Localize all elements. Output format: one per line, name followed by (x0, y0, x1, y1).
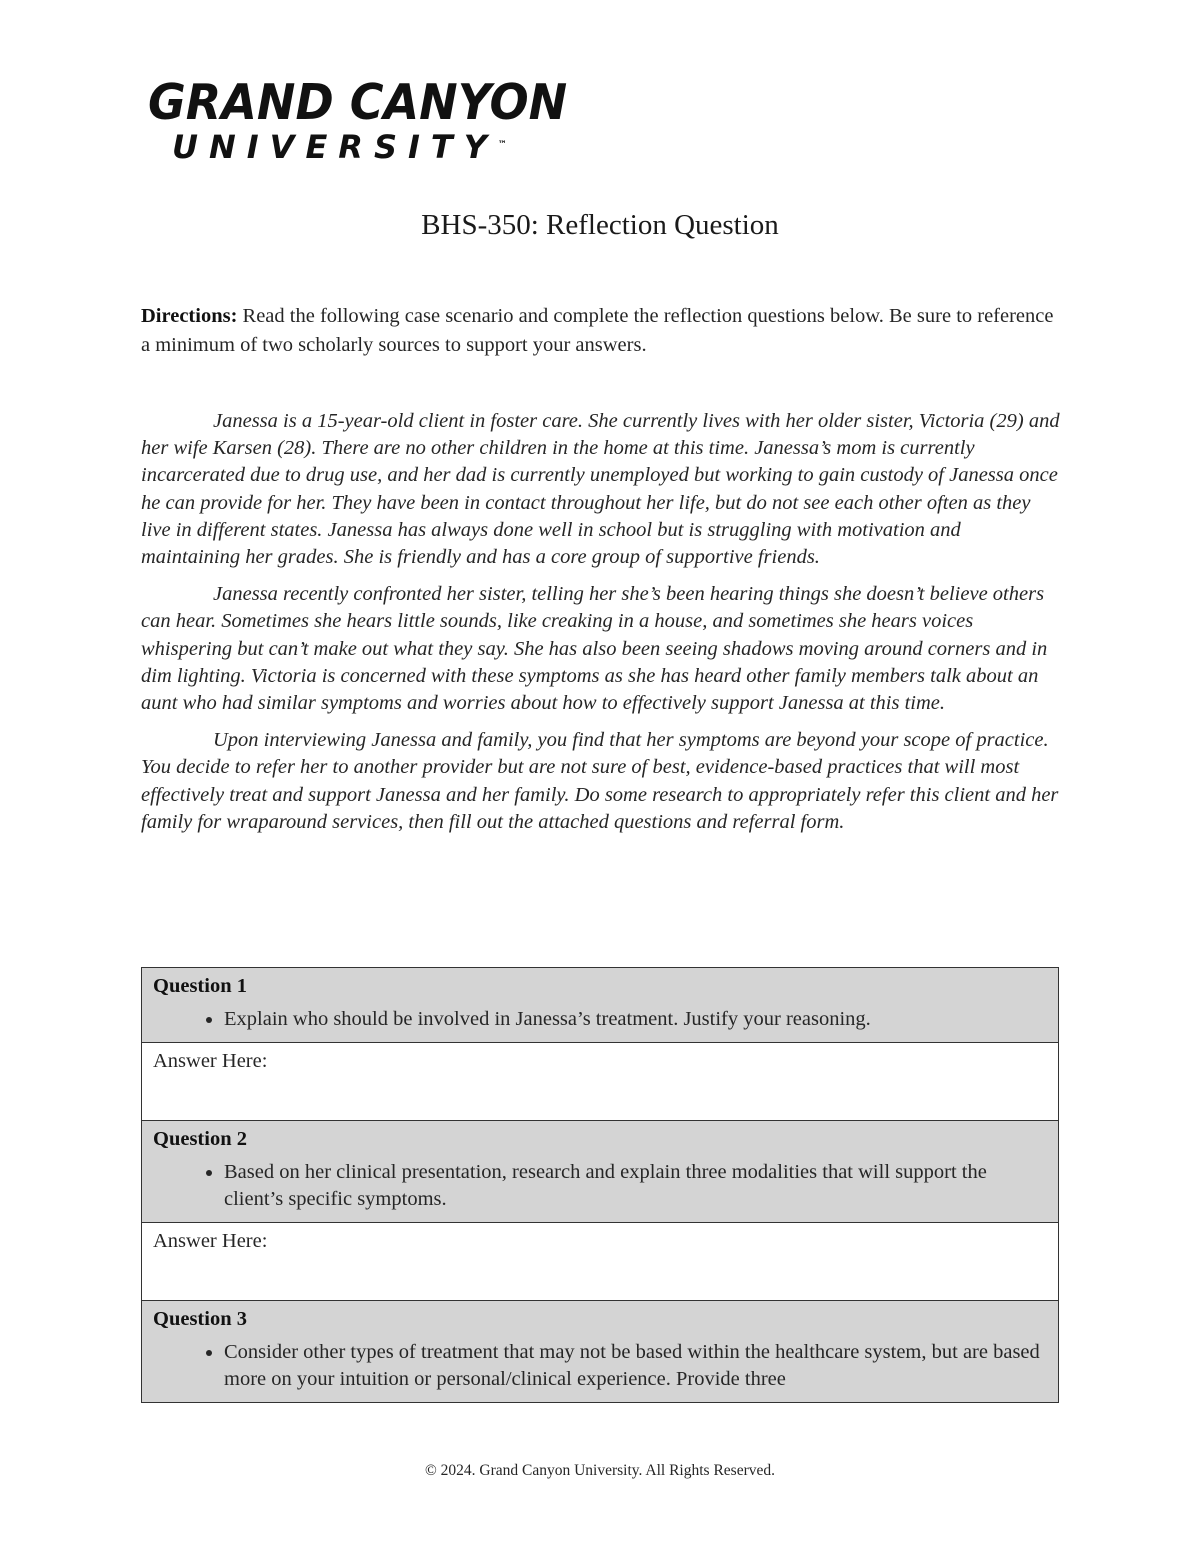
question-bullet-1: • Explain who should be involved in Janessa’s treatment. Justify your reasoning. (224, 1006, 1047, 1033)
question-bullets-1 (153, 1006, 1047, 1033)
question-row-2 (142, 1121, 1059, 1223)
directions-text: Read the following case scenario and complete the reflection questions below. Be sure to reference a minimum of two scholarly sources to support your answers. (141, 305, 1054, 356)
question-row-1 (142, 968, 1059, 1043)
answer-label-2: Answer Here: (153, 1230, 268, 1252)
answer-row-1 (142, 1043, 1059, 1121)
question-cell-2 (142, 1121, 1059, 1223)
page-title: BHS-350: Reflection Question (421, 209, 779, 241)
question-bullet-2: • Based on her clinical presentation, research and explain three modalities that will support the client’s specific symptoms. (224, 1159, 1047, 1213)
question-row-3 (142, 1301, 1059, 1403)
question-cell-3 (142, 1301, 1059, 1403)
logo-university-text: UNIVERSITY (172, 128, 498, 166)
logo-line-university (172, 130, 507, 164)
answer-row-2 (142, 1223, 1059, 1301)
question-label-1: Question 1 (153, 975, 247, 997)
scenario-paragraph-1: Janessa is a 15-year-old client in foster care. She currently lives with her older sister, Victoria (29) and her wife Karsen (28). There are no other children in the home at this time. Janessa’s mom is currently incarcerated due to drug use, and her dad is currently unemployed but working to gain custody of Janessa once he can provide for her. They have been in contact throughout her life, but do not see each other often as they live in different states. Janessa has always done well in school but is struggling with motivation and maintaining her grades. She is friendly and has a core group of supportive friends. (141, 410, 1060, 569)
question-label-3: Question 3 (153, 1308, 247, 1330)
directions (141, 302, 1061, 360)
university-logo (148, 74, 568, 166)
copyright-footer: © 2024. Grand Canyon University. All Rights Reserved. (424, 1462, 775, 1479)
answer-field-2[interactable] (142, 1223, 1059, 1301)
trademark-symbol: ™ (497, 140, 507, 150)
questions-table (141, 967, 1059, 1403)
question-bullets-3 (153, 1339, 1047, 1393)
case-scenario (141, 408, 1061, 846)
scenario-paragraph-2: Janessa recently confronted her sister, telling her she’s been hearing things she doesn’t believe others can hear. Sometimes she hears little sounds, like creaking in a house, and sometimes she hears voices whispering but can’t make out what they say. She has also been seeing shadows moving around corners and in dim lighting. Victoria is concerned with these symptoms as she has heard other family members talk about an aunt who had similar symptoms and worries about how to effectively support Janessa at this time. (141, 583, 1048, 715)
question-bullet-3: • Consider other types of treatment that may not be based within the healthcare system, but are based more on your intuition or personal/clinical experience. Provide three (224, 1339, 1047, 1393)
question-bullets-2 (153, 1159, 1047, 1213)
directions-label: Directions: (141, 305, 238, 327)
answer-field-1[interactable] (142, 1043, 1059, 1121)
question-cell-1 (142, 968, 1059, 1043)
scenario-paragraph-3: Upon interviewing Janessa and family, you find that her symptoms are beyond your scope of practice. You decide to refer her to another provider but are not sure of best, evidence-based practices that will most effectively treat and support Janessa and her family. Do some research to appropriately refer this client and her family for wraparound services, then fill out the attached questions and referral form. (141, 729, 1059, 833)
answer-label-1: Answer Here: (153, 1050, 268, 1072)
question-label-2: Question 2 (153, 1128, 247, 1150)
logo-line-grand-canyon: GRAND CANYON (148, 74, 568, 131)
